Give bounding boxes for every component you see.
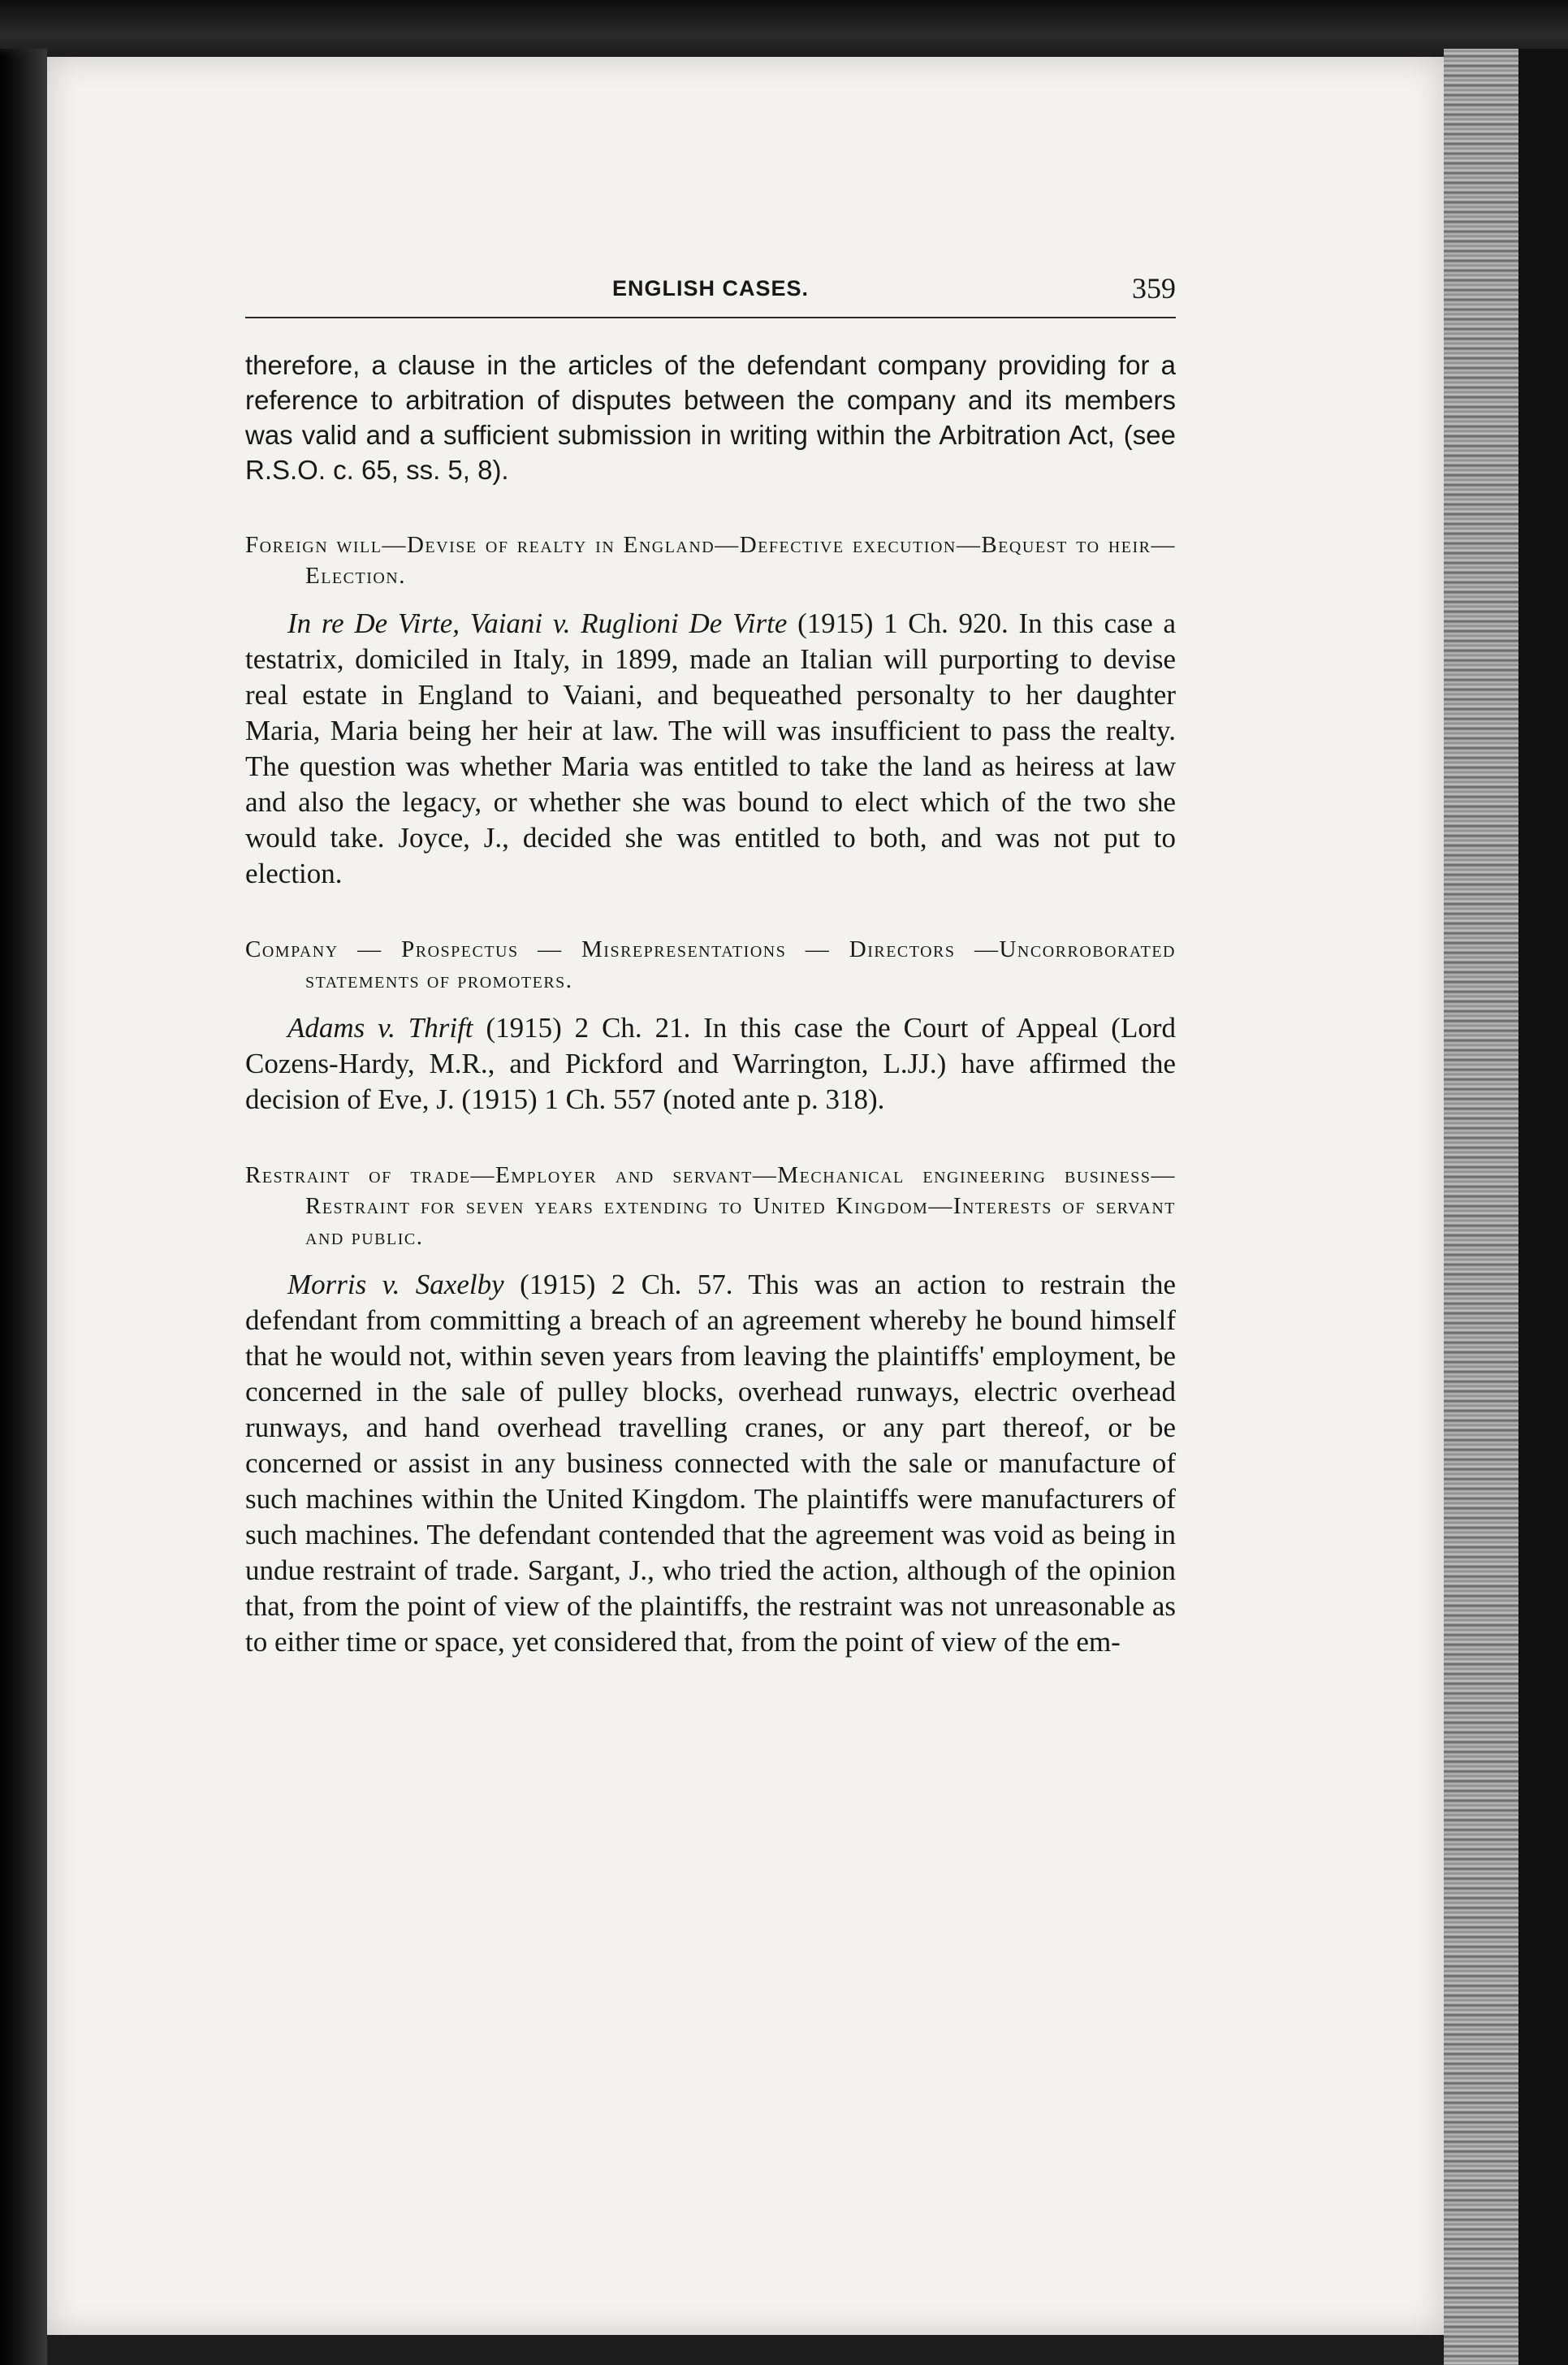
case-name: In re De Virte, Vaiani v. Ruglioni De Virte xyxy=(287,607,788,639)
case-name: Adams v. Thrift xyxy=(287,1012,473,1044)
case-text: This was an action to restrain the defendant from committing a breach of an agreement whereby he bound himself that he would not, within seven years from leaving the plaintiffs' employment, be concerned in the sale of pulley blocks, overhead runways, electric overhead runways, and hand overhead travelling cranes, or any part thereof, or be concerned or assist in any business connected with the sale or manufacture of such machines within the United Kingdom. The plaintiffs were manufacturers of such machines. The defendant contended that the agreement was void as being in undue restraint of trade. Sargant, J., who tried the action, although of the opinion that, from the point of view of the plaintiffs, the restraint was not unreasonable as to either time or space, yet considered that, from the point of view of the em- xyxy=(245,1269,1177,1658)
page-content xyxy=(245,268,1176,1660)
case-text: In this case the Court of Appeal (Lord Cozens-Hardy, M.R., and Pickford and Warrington, L.JJ.) have affirmed the decision of Eve, J. (1915) 1 Ch. 557 (noted ante p. 318). xyxy=(245,1012,1176,1115)
running-head: ENGLISH CASES. xyxy=(611,276,810,300)
scan-top-edge xyxy=(0,0,1568,57)
section-heading: Restraint of trade—Employer and servant—Mechanical engineering business—Restraint for seven years extending to United Kingdom—Interests of servant and public. xyxy=(245,1162,1176,1250)
section-heading: Company — Prospectus — Misrepresentations — Directors —Uncorroborated statements of promoters. xyxy=(245,936,1176,993)
case-citation: (1915) 1 Ch. 920. xyxy=(797,607,1009,639)
case-citation: (1915) 2 Ch. 21. xyxy=(486,1012,691,1044)
case-text: In this case a testatrix, domiciled in Italy, in 1899, made an Italian will purporting to devise real estate in England to Vaiani, and bequeathed personalty to her daughter Maria, Maria being her heir at law. The will was insufficient to pass the realty. The question was whether Maria was entitled to take the land as heiress at law and also the legacy, or whether she was bound to elect which of the two she would take. Joyce, J., decided she was entitled to both, and was not put to election. xyxy=(245,607,1177,889)
case-section xyxy=(245,530,1176,892)
section-heading: Foreign will—Devise of realty in England—Defective execution—Bequest to heir—Election. xyxy=(245,532,1176,589)
page-number: 359 xyxy=(1132,272,1176,305)
case-paragraph xyxy=(245,606,1176,892)
scan-left-edge xyxy=(0,49,47,2365)
page-header xyxy=(245,268,1176,318)
body-text xyxy=(245,348,1176,1660)
intro-paragraph: therefore, a clause in the articles of the defendant company providing for a reference to arbitration of disputes between the company and its members was valid and a sufficient submission in writing within the Arbitration Act, (see R.S.O. c. 65, ss. 5, 8). xyxy=(245,350,1176,485)
case-section xyxy=(245,1160,1176,1660)
case-section xyxy=(245,934,1176,1118)
case-paragraph xyxy=(245,1267,1176,1660)
case-paragraph xyxy=(245,1010,1176,1118)
scan-right-border xyxy=(1518,49,1568,2365)
case-name: Morris v. Saxelby xyxy=(287,1269,504,1300)
case-citation: (1915) 2 Ch. 57. xyxy=(520,1269,733,1300)
